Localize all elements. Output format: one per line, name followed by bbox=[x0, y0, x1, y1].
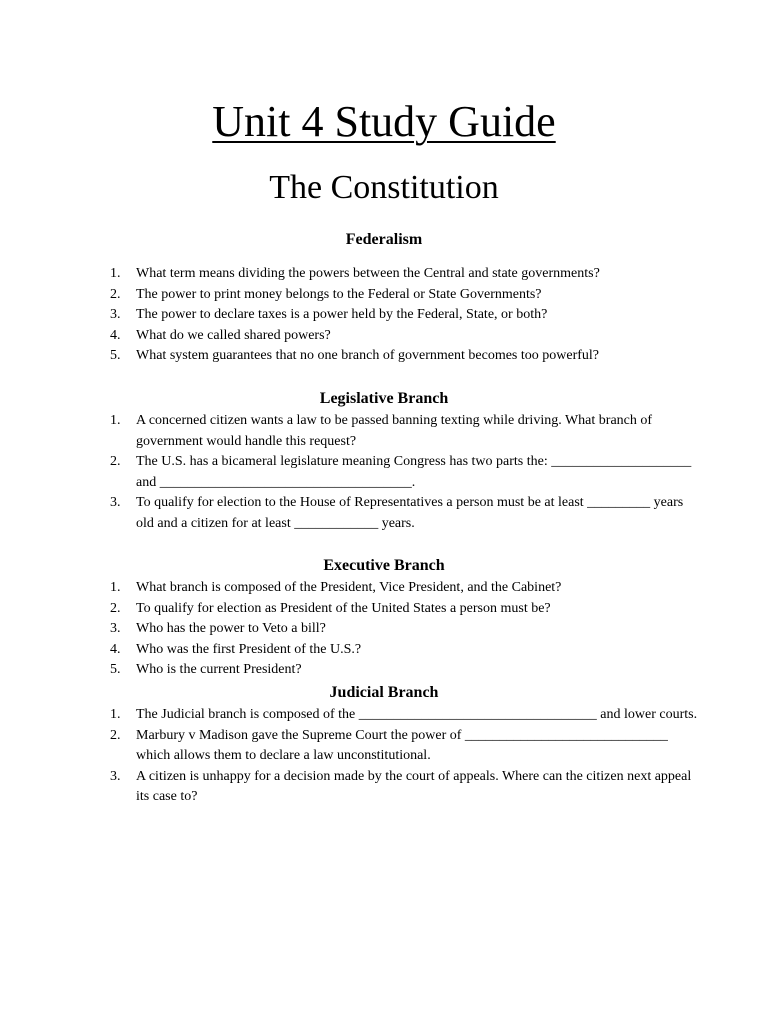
page-title: Unit 4 Study Guide bbox=[212, 97, 556, 146]
executive-question-list bbox=[0, 578, 700, 681]
question-text: What term means dividing the powers between the Central and state governments? bbox=[136, 266, 600, 281]
question-number: 3. bbox=[110, 621, 121, 637]
question-item bbox=[0, 619, 700, 640]
question-number: 3. bbox=[110, 495, 121, 511]
question-text: The Judicial branch is composed of the __________________________________ and lower courts. bbox=[136, 707, 698, 722]
question-item bbox=[0, 493, 700, 534]
question-number: 1. bbox=[110, 580, 121, 595]
question-item bbox=[0, 599, 700, 620]
question-text: What branch is composed of the President, Vice President, and the Cabinet? bbox=[136, 580, 562, 595]
question-number: 4. bbox=[110, 327, 121, 343]
question-text: To qualify for election to the House of Representatives a person must be at least _________ years old and a citizen for at least ____________ years. bbox=[136, 495, 684, 531]
question-number: 2. bbox=[110, 600, 121, 616]
question-item bbox=[0, 305, 700, 326]
question-item bbox=[0, 640, 700, 661]
question-number: 2. bbox=[110, 286, 121, 302]
question-item bbox=[0, 705, 700, 726]
question-item bbox=[0, 346, 700, 367]
section-heading-federalism: Federalism bbox=[345, 231, 423, 248]
question-item bbox=[0, 452, 700, 493]
question-item bbox=[0, 326, 700, 347]
section-heading-judicial: Judicial Branch bbox=[329, 684, 439, 701]
question-text: The power to print money belongs to the Federal or State Governments? bbox=[136, 286, 542, 302]
question-text: Who is the current President? bbox=[136, 662, 302, 678]
question-number: 3. bbox=[110, 307, 121, 323]
question-item bbox=[0, 660, 700, 681]
question-item bbox=[0, 726, 700, 767]
question-item bbox=[0, 767, 700, 808]
section-heading-legislative: Legislative Branch bbox=[319, 390, 449, 407]
section-heading-executive: Executive Branch bbox=[323, 557, 445, 574]
question-text: Who was the first President of the U.S.? bbox=[136, 641, 362, 657]
question-item bbox=[0, 411, 700, 452]
legislative-question-list bbox=[0, 411, 700, 535]
question-number: 5. bbox=[110, 348, 121, 364]
question-text: A concerned citizen wants a law to be passed banning texting while driving. What branch of government would handle this request? bbox=[136, 413, 653, 449]
question-number: 5. bbox=[110, 662, 121, 678]
question-text: Marbury v Madison gave the Supreme Court the power of _____________________________ which allows them to declare a law unconstitutional. bbox=[136, 727, 668, 764]
federalism-question-list bbox=[0, 264, 700, 367]
question-text: What do we called shared powers? bbox=[136, 327, 331, 343]
question-number: 2. bbox=[110, 454, 121, 470]
question-text: The power to declare taxes is a power held by the Federal, State, or both? bbox=[136, 307, 548, 323]
question-item bbox=[0, 285, 700, 306]
question-item bbox=[0, 578, 700, 599]
page-subtitle: The Constitution bbox=[269, 169, 499, 206]
question-number: 2. bbox=[110, 727, 121, 743]
question-text: What system guarantees that no one branch of government becomes too powerful? bbox=[136, 348, 600, 364]
question-number: 1. bbox=[110, 707, 121, 722]
question-number: 3. bbox=[110, 768, 121, 784]
question-text: The U.S. has a bicameral legislature meaning Congress has two parts the: ____________________ and ____________________________________. bbox=[136, 454, 692, 490]
question-number: 1. bbox=[110, 266, 121, 281]
question-item bbox=[0, 264, 700, 285]
question-text: To qualify for election as President of the United States a person must be? bbox=[136, 600, 551, 616]
question-number: 4. bbox=[110, 641, 121, 657]
question-text: Who has the power to Veto a bill? bbox=[136, 621, 326, 637]
question-text: A citizen is unhappy for a decision made by the court of appeals. Where can the citizen next appeal its case to? bbox=[136, 768, 692, 805]
judicial-question-list bbox=[0, 705, 700, 808]
question-number: 1. bbox=[110, 413, 121, 428]
